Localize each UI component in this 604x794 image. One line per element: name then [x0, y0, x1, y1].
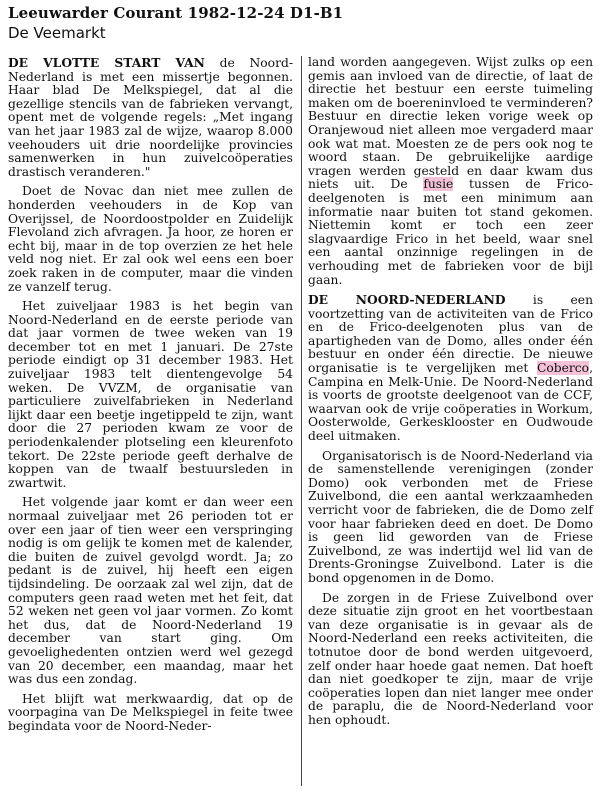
column-divider [301, 56, 302, 786]
paragraph: De zorgen in de Friese Zuivelbond over deze situatie zijn groot en het voortbestaan van deze organisatie is in gevaar als de Noord-Nederland een reeks activiteiten, die totnutoe door de bond werden uitgevoerd, zelf onder haar hoede gaat nemen. Dat hoeft dan niet goedkoper te zijn, maar de vrije coöperaties lopen dan niet langer mee onder de paraplu, die de Noord-Nederland voor hen ophoudt. [308, 590, 593, 727]
paragraph: Het volgende jaar komt er dan weer een normaal zuiveljaar met 26 perioden tot er over een jaar of tien weer een verspringing nodig is om gelijk te komen met de kalender, die buiten de zuivel gevolgd wordt. Ja; zo pedant is de zuivel, hij heeft een eigen tijdsindeling. De oorzaak zal wel zijn, dat de computers geen raad weten met het feit, dat 52 weken net geen vol jaar vormen. Zo komt het dus, dat de Noord-Nederland 19 december van start ging. Om gevoelighedenten ontzien werd wel gezegd van 20 december, een maandag, maar het was dus een zondag. [8, 495, 293, 687]
section-caps: DE NOORD-NEDERLAND [308, 292, 506, 308]
lead-caps: DE VLOTTE START VAN [8, 55, 205, 70]
paragraph [8, 56, 293, 179]
paragraph: Doet de Novac dan niet mee zullen de honderden veehouders in de Kop van Overijssel, de Noordoostpolder en Zuidelijk Flevoland zich afvragen. Ja hoor, ze horen er echt bij, maar in de top overzien ze het hele veld nog niet. Er zal ook wel eens een boer zoek raken in de computer, maar die vinden ze vanzelf terug. [8, 184, 293, 294]
paragraph-text: is een voortzetting van de activiteiten van de Frico en de Frico-deelgenoten plus van de apartigheden van de Domo, alles onder één bestuur en onder één directie. De nieuwe organisatie is te vergelijken met [308, 293, 593, 376]
paragraph: Het zuiveljaar 1983 is het begin van Noord-Nederland en de eerste periode van dat jaar vormen de twee weken van 19 december tot en met 1 januari. De 27ste periode eindigt op 31 december 1983. Het zuiveljaar 1983 telt dientengevolge 54 weken. De VVZM, de organisatie van particuliere zuivelfabrieken in Nederland lijkt daar een beetje ingetippeld te zijn, want door die 27 perioden kwam ze voor de periodenkalender plotseling een kleurenfoto tekort. De 22ste periode geeft derhalve de koppen van de twaalf bestuursleden in zwartwit. [8, 299, 293, 490]
paragraph-text: de Noord-Nederland is met een missertje begonnen. Haar blad De Melkspiegel, dat al die gezellige stencils van de fabrieken vervangt, opent met de volgende regels: „Met ingang van het jaar 1983 zal de wijze, waarop 8.000 veehouders uit drie noordelijke provincies samenwerken in hun zuivelcoöperaties drastisch veranderen." [8, 56, 293, 179]
paragraph-text: tussen de Frico-deelgenoten is met een minimum aan informatie naar buiten tot stand gekomen. Niettemin komt er toch een zeer slagvaardige Frico in het beeld, waar snel een aantal onzinnige regelingen in de verhouding met de fabrieken voor de bijl gaan. [308, 177, 594, 287]
highlighted-word: Coberco [536, 361, 590, 376]
paragraph-text: land worden aangegeven. Wijst zulks op een gemis aan invloed van de directie, of laat de directie het bestuur een eerste tuimeling maken om de boereninvloed te verminderen? Bestuur en directie leken vorige week op Oranjewoud niet alleen moe vergaderd maar ook wat mat. Moesten ze de pers ook nog te woord staan. De gebruikelijke aardige vragen werden gesteld en daar kwam dus niets uit. De [308, 55, 593, 192]
page-header [8, 4, 598, 42]
column-title: De Veemarkt [8, 24, 106, 42]
newspaper-title: Leeuwarder Courant 1982-12-24 D1-B1 [8, 4, 344, 22]
article-column-left [8, 56, 293, 740]
paragraph [308, 56, 593, 287]
paragraph [308, 293, 593, 444]
paragraph: Het blijft wat merkwaardig, dat op de voorpagina van De Melkspiegel in feite twee begindata voor de Noord-Neder- [8, 691, 293, 733]
paragraph-text: , Campina en Melk-Unie. De Noord-Nederland is voorts de grootste deelgenoot van de CCF, waarvan ook de vrije coöperaties in Workum, Oosterwolde, Gerkesklooster en Oudwoude deel uitmaken. [308, 361, 593, 444]
article-column-right [308, 56, 593, 734]
highlighted-word: fusie [423, 177, 454, 192]
paragraph: Organisatorisch is de Noord-Nederland via de samenstellende verenigingen (zonder Domo) ook verbonden met de Friese Zuivelbond, die een aantal werkzaamheden verricht voor de fabrieken, die de Domo zelf voor haar fabrieken deed en doet. De Domo is geen lid geworden van de Friese Zuivelbond, ze was indertijd wel lid van de Drents-Groningse Zuivelbond. Later is die bond opgenomen in de Domo. [308, 448, 593, 585]
